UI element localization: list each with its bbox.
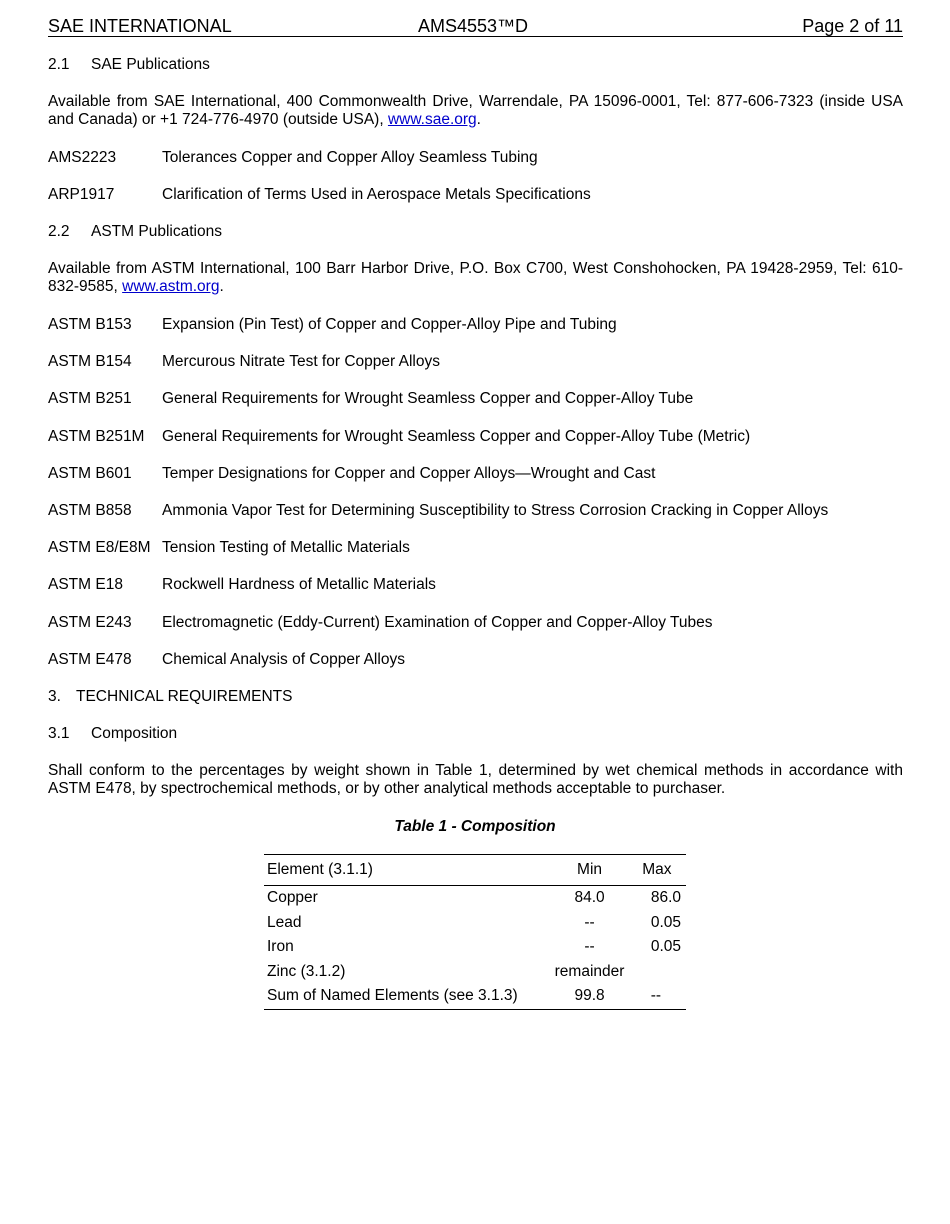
reference-item: ASTM E8/E8M Tension Testing of Metallic Materials: [48, 539, 410, 556]
table-row: Sum of Named Elements (see 3.1.3) 99.8 --: [264, 984, 686, 1009]
composition-table: [264, 854, 686, 1010]
column-header-min: Min: [551, 855, 627, 886]
table-row: Iron -- 0.05: [267, 938, 681, 956]
reference-item: ASTM B251M General Requirements for Wrought Seamless Copper and Copper-Alloy Tube (Metric): [48, 428, 751, 445]
reference-item: ASTM B153 Expansion (Pin Test) of Copper and Copper-Alloy Pipe and Tubing: [48, 316, 617, 333]
astm-website-link[interactable]: www.astm.org: [122, 278, 220, 295]
section-2-1-paragraph: Available from SAE International, 400 Commonwealth Drive, Warrendale, PA 15096-0001, Tel: 877-606-7323 (inside USA and Canada) or +1 724-776-4970 (outside USA), www.sae.org.: [48, 93, 903, 128]
reference-item: ASTM B601 Temper Designations for Copper and Copper Alloys—Wrought and Cast: [48, 465, 656, 482]
column-header-element: Element (3.1.1): [264, 855, 551, 886]
table-row: Zinc (3.1.2) remainder: [267, 962, 625, 980]
sae-website-link[interactable]: www.sae.org: [387, 111, 477, 128]
reference-item: ASTM E18 Rockwell Hardness of Metallic Materials: [48, 576, 436, 593]
header-doc-number: AMS4553™D: [418, 16, 529, 36]
column-header-max: Max: [628, 855, 686, 886]
header-org: SAE INTERNATIONAL: [48, 16, 232, 36]
table-row: Lead -- 0.05: [267, 913, 681, 931]
page-header: [48, 16, 903, 37]
section-3-heading: 3. TECHNICAL REQUIREMENTS: [48, 688, 293, 705]
reference-item: AMS2223 Tolerances Copper and Copper Alloy Seamless Tubing: [48, 149, 538, 166]
reference-item: ASTM E243 Electromagnetic (Eddy-Current) Examination of Copper and Copper-Alloy Tubes: [48, 614, 713, 631]
table-caption: Table 1 - Composition: [394, 818, 556, 835]
section-2-2-heading: 2.2 ASTM Publications: [48, 223, 222, 240]
table-header-row: [264, 855, 686, 886]
reference-item: ARP1917 Clarification of Terms Used in Aerospace Metals Specifications: [48, 186, 591, 203]
section-2-2-paragraph: Available from ASTM International, 100 Barr Harbor Drive, P.O. Box C700, West Conshohocken, PA 19428-2959, Tel: 610-832-9585, www.astm.org.: [48, 260, 903, 295]
table-row: Copper 84.0 86.0: [267, 889, 681, 907]
reference-item: ASTM B154 Mercurous Nitrate Test for Copper Alloys: [48, 353, 440, 370]
header-page-number: Page 2 of 11: [802, 16, 903, 36]
reference-item: ASTM B251 General Requirements for Wrought Seamless Copper and Copper-Alloy Tube: [48, 390, 694, 407]
section-3-1-heading: 3.1 Composition: [48, 725, 178, 742]
section-2-1-heading: 2.1 SAE Publications: [48, 56, 210, 73]
section-3-1-paragraph: Shall conform to the percentages by weight shown in Table 1, determined by wet chemical methods in accordance with ASTM E478, by spectrochemical methods, or by other analytical methods acceptable to purchaser.: [48, 762, 903, 797]
reference-item: ASTM B858 Ammonia Vapor Test for Determining Susceptibility to Stress Corrosion Cracking in Copper Alloys: [48, 502, 829, 519]
reference-item: ASTM E478 Chemical Analysis of Copper Alloys: [48, 651, 405, 668]
